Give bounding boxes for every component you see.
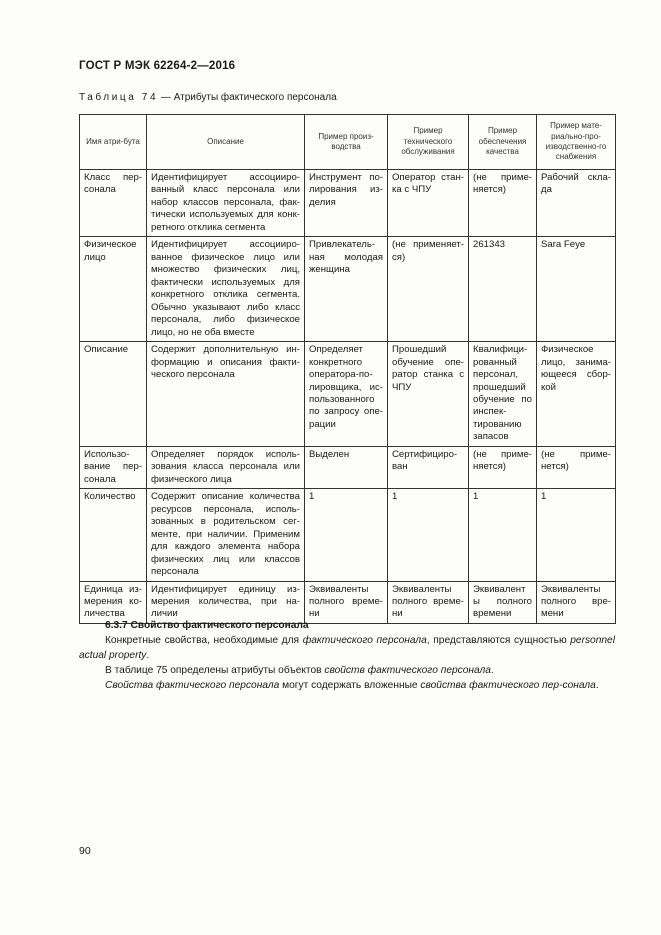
column-header-description: Описание — [147, 115, 305, 170]
section-heading: 6.3.7 Свойство фактического персонала — [105, 620, 309, 631]
cell-quality: Квалифици-рованный персонал, прошедший обучение по инспек-тированию запасов — [469, 342, 537, 447]
cell-attribute-name: Класс пер-сонала — [80, 170, 147, 237]
cell-maintenance: 1 — [388, 489, 469, 581]
cell-inventory: Физическое лицо, занима-ющееся сбор-кой — [537, 342, 616, 447]
cell-maintenance: Сертифициро-ван — [388, 446, 469, 488]
table-row — [80, 237, 616, 342]
cell-description: Идентифицирует ассоцииро-ванный класс персонала или набор классов персонала, фак-тически используемых для конк-ретного отклика сегмента — [147, 170, 305, 237]
italic-term: свойства фактического пер-сонала — [420, 680, 596, 691]
cell-maintenance: (не применяет-ся) — [388, 237, 469, 342]
cell-maintenance: Оператор стан-ка с ЧПУ — [388, 170, 469, 237]
paragraph-1 — [79, 633, 615, 663]
cell-inventory: Эквиваленты полного вре-мени — [537, 581, 616, 623]
cell-description: Содержит дополнительную ин-формацию и описания факти-ческого персонала — [147, 342, 305, 447]
cell-description: Определяет порядок исполь-зования класса персонала или физического лица — [147, 446, 305, 488]
cell-quality: (не приме-няется) — [469, 170, 537, 237]
cell-production: Привлекатель-ная молодая женщина — [305, 237, 388, 342]
cell-attribute-name: Единица из-мерения ко-личества — [80, 581, 147, 623]
text-run: Конкретные свойства, необходимые для — [105, 635, 303, 646]
table-caption-title: Атрибуты фактического персонала — [173, 92, 337, 103]
cell-production: Выделен — [305, 446, 388, 488]
table-caption-dash: — — [160, 92, 171, 103]
attributes-table — [79, 114, 616, 624]
cell-attribute-name: Физическое лицо — [80, 237, 147, 342]
table-header-row — [80, 115, 616, 170]
page-number: 90 — [79, 845, 91, 857]
cell-attribute-name: Описание — [80, 342, 147, 447]
table-row — [80, 446, 616, 488]
cell-description: Идентифицирует ассоцииро-ванное физическое лицо или множество физических лиц, фактически используемых для конкретного отклика сегмента. Обычно указывают либо класс персонала, либо физическое лицо, но не оба вместе — [147, 237, 305, 342]
cell-quality: 1 — [469, 489, 537, 581]
text-run: . — [595, 680, 599, 691]
section-6-3-7 — [79, 618, 615, 693]
cell-inventory: Рабочий скла-да — [537, 170, 616, 237]
column-header-inventory: Пример мате-риально-про-изводственно-го снабжения — [537, 115, 616, 170]
cell-production: Инструмент по-лирования из-делия — [305, 170, 388, 237]
column-header-production: Пример произ-водства — [305, 115, 388, 170]
cell-attribute-name: Количество — [80, 489, 147, 581]
italic-term: фактического персонала — [302, 635, 427, 646]
cell-description: Идентифицирует единицу из-мерения количества, при на-личии — [147, 581, 305, 623]
italic-term: Свойства фактического персонала — [105, 680, 280, 691]
cell-production: Эквиваленты полного време-ни — [305, 581, 388, 623]
cell-description: Содержит описание количества ресурсов персонала, исполь-зованных в родительском сег-менте, при наличии. Применим для каждого элемента набора физических лиц или классов персонала — [147, 489, 305, 581]
cell-maintenance: Эквиваленты полного време-ни — [388, 581, 469, 623]
cell-inventory: (не приме-нется) — [537, 446, 616, 488]
table-row — [80, 342, 616, 447]
document-header: ГОСТ Р МЭК 62264-2—2016 — [79, 60, 236, 72]
cell-maintenance: Прошедший обучение опе-ратор станка с ЧПУ — [388, 342, 469, 447]
text-run: . — [146, 650, 150, 661]
cell-attribute-name: Использо-вание пер-сонала — [80, 446, 147, 488]
column-header-quality: Пример обеспечения качества — [469, 115, 537, 170]
text-run: могут содержать вложенные — [279, 680, 421, 691]
table-row — [80, 489, 616, 581]
paragraph-2 — [79, 663, 615, 678]
italic-term: свойств фактического персонала — [324, 665, 491, 676]
cell-quality: (не приме-няется) — [469, 446, 537, 488]
cell-production: Определяет конкретного оператора-по-лировщика, ис-пользованного по запросу опе-рации — [305, 342, 388, 447]
table-caption — [79, 92, 337, 103]
table-row — [80, 170, 616, 237]
paragraph-3 — [79, 678, 615, 693]
text-run: . — [490, 665, 494, 676]
cell-quality: 261343 — [469, 237, 537, 342]
cell-inventory: Sara Feye — [537, 237, 616, 342]
column-header-maintenance: Пример технического обслуживания — [388, 115, 469, 170]
cell-quality: Эквиваленты полного времени — [469, 581, 537, 623]
text-run: , представляются сущностью — [426, 635, 571, 646]
cell-inventory: 1 — [537, 489, 616, 581]
text-run: В таблице 75 определены атрибуты объектов — [105, 665, 325, 676]
cell-production: 1 — [305, 489, 388, 581]
column-header-name: Имя атри-бута — [80, 115, 147, 170]
table-caption-label: Таблица 74 — [79, 92, 159, 103]
italic-term: personnel actual property — [79, 635, 615, 661]
